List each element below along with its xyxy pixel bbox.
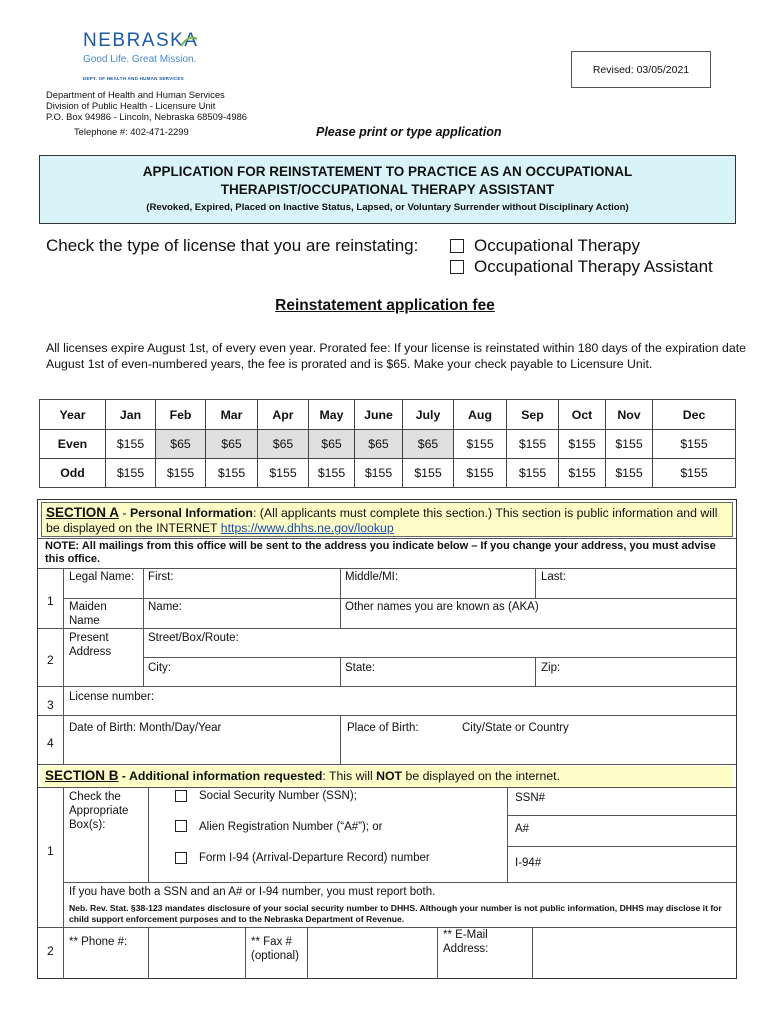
section-b-not: NOT: [376, 769, 403, 783]
cell: $155: [507, 459, 559, 488]
section-a-header: [41, 502, 733, 537]
cell: $155: [106, 430, 156, 459]
cell: $155: [653, 459, 736, 488]
col-nov: Nov: [606, 400, 653, 430]
section-a-text: : (All applicants must complete this section.) This section is public information and will be displayed on the INTERNET: [46, 506, 718, 535]
section-b-text-1: : This will: [322, 769, 377, 783]
section-b-dash: -: [118, 769, 129, 783]
zip-field[interactable]: Zip:: [541, 662, 561, 674]
row-number: 1: [47, 844, 54, 858]
cell: $155: [653, 430, 736, 459]
statute-note: Neb. Rev. Stat. §38-123 mandates disclosure of your social security number to DHHS. Although your number is not public information, DHHS may disclose it for child support enforcement purposes and to the Nebraska Department of Revenue.: [69, 903, 722, 924]
cell: $155: [309, 459, 355, 488]
print-note: Please print or type application: [316, 125, 502, 139]
fee-table: [39, 399, 736, 488]
ssn-checkbox[interactable]: [175, 790, 187, 802]
col-mar: Mar: [206, 400, 258, 430]
phone-field[interactable]: ** Phone #:: [69, 936, 128, 948]
revised-date: Revised: 03/05/2021: [592, 63, 690, 76]
mailing-note: NOTE: All mailings from this office will be sent to the address you indicate below – If you change your address, you must advise this office.: [45, 540, 716, 565]
legal-name-label: Legal Name:: [69, 571, 135, 583]
present-address-label: Present Address: [69, 632, 112, 658]
fee-title: Reinstatement application fee: [275, 297, 495, 314]
title-subtitle: (Revoked, Expired, Placed on Inactive Status, Lapsed, or Voluntary Surrender without Disciplinary Action): [146, 202, 629, 213]
cell: $155: [206, 459, 258, 488]
cell: $155: [156, 459, 206, 488]
first-name-field[interactable]: First:: [148, 571, 174, 583]
logo-dept: DEPT. OF HEALTH AND HUMAN SERVICES: [83, 76, 184, 81]
telephone: Telephone #: 402-471-2299: [74, 126, 189, 137]
section-b-header: [41, 766, 733, 787]
row-number: 1: [47, 594, 54, 608]
cell: $155: [507, 430, 559, 459]
row-number: 4: [47, 736, 54, 750]
street-field[interactable]: Street/Box/Route:: [148, 632, 239, 644]
maiden-name-field[interactable]: Name:: [148, 601, 182, 613]
col-july: July: [403, 400, 454, 430]
ssn-label: Social Security Number (SSN);: [199, 790, 357, 802]
cell: $65: [403, 430, 454, 459]
option-label-ota: Occupational Therapy Assistant: [474, 257, 713, 276]
cell: $65: [355, 430, 403, 459]
dob-field[interactable]: Date of Birth: Month/Day/Year: [69, 722, 222, 734]
logo-wordmark: NEBRASKA: [83, 30, 199, 51]
i94-field[interactable]: I-94#: [515, 857, 542, 869]
cell: $155: [559, 430, 606, 459]
address-line-3: P.O. Box 94986 - Lincoln, Nebraska 68509-4986: [46, 111, 248, 122]
cell: $65: [206, 430, 258, 459]
middle-name-field[interactable]: Middle/MI:: [345, 571, 399, 583]
cell: $155: [606, 430, 653, 459]
option-occupational-therapy-assistant[interactable]: [450, 257, 713, 277]
cell: $155: [258, 459, 309, 488]
ssn-field[interactable]: SSN#: [515, 792, 546, 804]
cell: $155: [106, 459, 156, 488]
col-sep: Sep: [507, 400, 559, 430]
cell: $155: [454, 459, 507, 488]
place-of-birth-hint: City/State or Country: [462, 722, 569, 734]
i94-label: Form I-94 (Arrival-Departure Record) number: [199, 852, 430, 864]
col-apr: Apr: [258, 400, 309, 430]
aka-field[interactable]: Other names you are known as (AKA): [345, 601, 539, 613]
section-a-dash: -: [119, 506, 130, 520]
section-a-heading: SECTION A: [46, 505, 120, 520]
alien-checkbox[interactable]: [175, 820, 187, 832]
logo-tagline: Good Life. Great Mission.: [83, 54, 197, 65]
col-feb: Feb: [156, 400, 206, 430]
col-oct: Oct: [559, 400, 606, 430]
option-occupational-therapy[interactable]: [450, 236, 640, 256]
row-number: 2: [47, 653, 54, 667]
cell: $155: [355, 459, 403, 488]
cell: Odd: [40, 459, 106, 488]
col-year: Year: [40, 400, 106, 430]
fee-description: All licenses expire August 1st, of every even year. Prorated fee: If your license is reinstated within 180 days of the expiration date August 1st of even-numbered years, the fee is prorated and is $65. Make your check payable to Licensure Unit.: [46, 341, 746, 371]
i94-checkbox[interactable]: [175, 852, 187, 864]
place-of-birth-field[interactable]: Place of Birth:: [347, 722, 419, 734]
state-field[interactable]: State:: [345, 662, 376, 674]
email-field[interactable]: ** E-Mail Address:: [443, 929, 489, 955]
license-type-question: Check the type of license that you are reinstating:: [46, 236, 419, 255]
cell: $65: [156, 430, 206, 459]
fee-row-odd: [40, 459, 736, 488]
fax-field[interactable]: ** Fax # (optional): [251, 936, 299, 962]
cell: $155: [454, 430, 507, 459]
lookup-link[interactable]: https://www.dhhs.ne.gov/lookup: [220, 521, 394, 535]
license-number-field[interactable]: License number:: [69, 691, 155, 703]
check-boxes-label: Check the Appropriate Box(s):: [69, 791, 129, 831]
section-b-heading: SECTION B: [45, 768, 119, 783]
fee-row-even: [40, 430, 736, 459]
section-b-text-2: be displayed on the internet.: [402, 769, 560, 783]
alien-label: Alien Registration Number (“A#”); or: [199, 821, 383, 833]
maiden-name-label: Maiden Name: [69, 601, 107, 627]
cell: $155: [403, 459, 454, 488]
cell: $65: [309, 430, 355, 459]
fee-table-header: [40, 400, 736, 430]
logo-swoosh-icon: [180, 34, 198, 48]
row-number: 3: [47, 698, 54, 712]
col-aug: Aug: [454, 400, 507, 430]
address-line-1: Department of Health and Human Services: [46, 89, 225, 100]
title-line-2: THERAPIST/OCCUPATIONAL THERAPY ASSISTANT: [220, 182, 555, 197]
section-b-bold: Additional information requested: [129, 769, 323, 783]
last-name-field[interactable]: Last:: [541, 571, 566, 583]
both-numbers-note: If you have both a SSN and an A# or I-94 number, you must report both.: [69, 886, 436, 898]
col-may: May: [309, 400, 355, 430]
cell: Even: [40, 430, 106, 459]
cell: $65: [258, 430, 309, 459]
city-field[interactable]: City:: [148, 662, 171, 674]
cell: $155: [559, 459, 606, 488]
address-line-2: Division of Public Health - Licensure Unit: [46, 100, 216, 111]
cell: $155: [606, 459, 653, 488]
col-dec: Dec: [653, 400, 736, 430]
a-number-field[interactable]: A#: [515, 823, 530, 835]
col-jan: Jan: [106, 400, 156, 430]
option-label-ot: Occupational Therapy: [474, 236, 641, 255]
title-line-1: APPLICATION FOR REINSTATEMENT TO PRACTICE AS AN OCCUPATIONAL: [142, 164, 633, 179]
checkbox-ota[interactable]: [450, 260, 464, 274]
row-number: 2: [47, 944, 54, 958]
col-june: June: [355, 400, 403, 430]
checkbox-ot[interactable]: [450, 239, 464, 253]
application-title-box: [39, 155, 736, 224]
revised-date-box: [571, 51, 711, 88]
section-a-bold: Personal Information: [129, 506, 253, 520]
